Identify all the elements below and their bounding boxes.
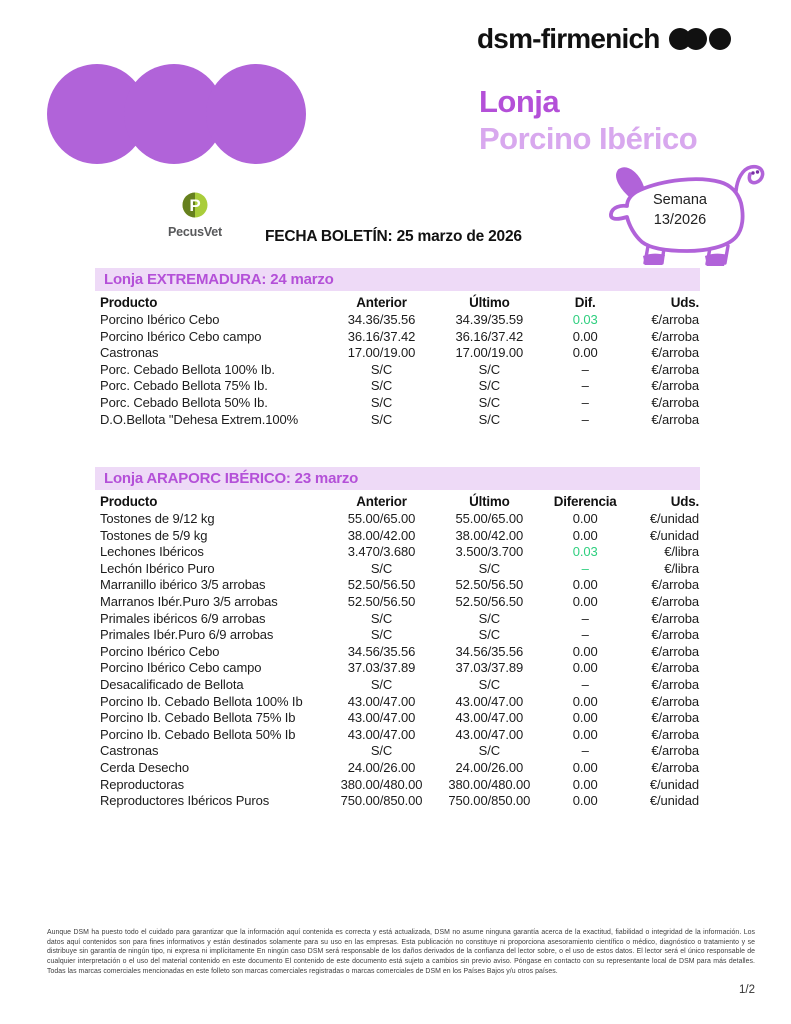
cell-uds: €/arroba <box>651 312 699 327</box>
table-row <box>95 694 700 711</box>
column-header-ltimo: Último <box>469 494 510 509</box>
cell-uds: €/unidad <box>649 511 699 526</box>
cell-dif: 0.00 <box>572 345 598 361</box>
cell-dif: 0.00 <box>572 660 598 676</box>
cell-anterior: 43.00/47.00 <box>347 693 416 709</box>
table-row <box>95 611 700 628</box>
cell-dif: 0.03 <box>572 312 598 327</box>
cell-producto: Porc. Cebado Bellota 100% Ib. <box>100 361 275 377</box>
cell-ultimo: 43.00/47.00 <box>455 726 524 742</box>
pecusvet-logo <box>140 192 250 239</box>
cell-dif: – <box>581 743 589 759</box>
table-row <box>95 544 700 561</box>
table-row <box>95 727 700 744</box>
price-table-araporc <box>95 492 700 810</box>
cell-dif: 0.00 <box>572 527 598 543</box>
cell-uds: €/arroba <box>651 743 699 759</box>
cell-uds: €/arroba <box>651 660 699 676</box>
week-label: Semana <box>652 192 707 208</box>
cell-uds: €/arroba <box>651 710 699 726</box>
cell-dif: – <box>581 361 589 377</box>
cell-anterior: 38.00/42.00 <box>347 527 416 543</box>
pecusvet-letter: P <box>189 196 201 215</box>
cell-anterior: S/C <box>370 411 393 427</box>
table-row <box>95 362 700 379</box>
cell-ultimo: 34.56/35.56 <box>455 643 524 659</box>
purple-circles-decoration <box>46 63 308 165</box>
cell-producto: Desacalificado de Bellota <box>100 676 244 692</box>
cell-dif: 0.00 <box>572 776 598 792</box>
cell-uds: €/arroba <box>651 759 699 775</box>
table-title-extremadura: Lonja EXTREMADURA: 24 marzo <box>95 268 700 291</box>
cell-uds: €/arroba <box>651 328 699 344</box>
cell-producto: Porcino Ib. Cebado Bellota 100% Ib <box>100 693 303 709</box>
table-row <box>95 677 700 694</box>
table-header-row <box>95 293 700 312</box>
cell-dif: – <box>581 610 589 626</box>
cell-producto: Porcino Ib. Cebado Bellota 50% Ib <box>100 726 296 742</box>
cell-anterior: 43.00/47.00 <box>347 726 416 742</box>
cell-producto: D.O.Bellota "Dehesa Extrem.100% <box>100 411 299 427</box>
table-row <box>95 345 700 362</box>
cell-uds: €/arroba <box>651 627 699 643</box>
cell-anterior: 52.50/56.50 <box>347 577 416 593</box>
table-row <box>95 660 700 677</box>
cell-ultimo: 750.00/850.00 <box>448 793 531 809</box>
cell-dif: 0.00 <box>572 328 598 344</box>
cell-producto: Porcino Ibérico Cebo <box>100 643 220 659</box>
column-header-uds: Uds. <box>670 295 699 310</box>
cell-ultimo: 24.00/26.00 <box>455 759 524 775</box>
cell-uds: €/arroba <box>651 726 699 742</box>
cell-ultimo: S/C <box>478 378 501 394</box>
cell-anterior: 34.36/35.56 <box>347 312 416 327</box>
cell-producto: Marranillo ibérico 3/5 arrobas <box>100 577 266 593</box>
table-section-araporc <box>95 467 700 810</box>
cell-ultimo: 17.00/19.00 <box>455 345 524 361</box>
cell-dif: – <box>581 411 589 427</box>
cell-anterior: 37.03/37.89 <box>347 660 416 676</box>
cell-dif: 0.00 <box>572 759 598 775</box>
cell-ultimo: 37.03/37.89 <box>455 660 524 676</box>
cell-anterior: 43.00/47.00 <box>347 710 416 726</box>
cell-uds: €/unidad <box>649 793 699 809</box>
cell-dif: – <box>581 394 589 410</box>
cell-producto: Primales ibéricos 6/9 arrobas <box>100 610 266 626</box>
table-row <box>95 710 700 727</box>
column-header-producto: Producto <box>100 494 158 509</box>
table-title-araporc: Lonja ARAPORC IBÉRICO: 23 marzo <box>95 467 700 490</box>
cell-dif: – <box>581 560 589 576</box>
table-row <box>95 777 700 794</box>
legal-disclaimer: Aunque DSM ha puesto todo el cuidado para garantizar que la información aquí contenida es correcta y está actualizada, DSM no asume ninguna garantía acerca de la exactitud, fiabilidad o integridad de la información. Los datos aquí contenidos son para fines informativos y están destinados solamente para su uso en las empresas. Esta publicación no constituye ni proporciona asesoramiento científico o médico, diagnóstico o tratamiento y se distribuye sin garantía de ningún tipo, ni expresa ni implícitamente En ningún caso DSM será responsable de los daños derivados de la confianza del lector sobre, o el uso de estos datos. El lector será el único responsable de cualquier interpretación o el uso del material contenido en este documento El contenido de este documento está sujeto a cambios sin previo aviso. Póngase en contacto con su representante local de DSM para más detalles. Todas las marcas comerciales mencionadas en este folleto son marcas comerciales registradas o marcas comerciales de DSM en los Países Bajos y/u otros países. <box>47 928 755 976</box>
cell-ultimo: S/C <box>478 361 501 377</box>
week-number: 13/2026 <box>653 212 707 228</box>
cell-anterior: 55.00/65.00 <box>347 511 416 526</box>
cell-ultimo: S/C <box>478 560 501 576</box>
cell-uds: €/unidad <box>649 776 699 792</box>
table-row <box>95 378 700 395</box>
column-header-anterior: Anterior <box>356 295 407 310</box>
table-row <box>95 577 700 594</box>
cell-producto: Porcino Ibérico Cebo <box>100 312 220 327</box>
column-header-diferencia: Diferencia <box>553 494 617 509</box>
cell-ultimo: S/C <box>478 676 501 692</box>
cell-producto: Reproductoras <box>100 776 184 792</box>
cell-dif: 0.00 <box>572 593 598 609</box>
cell-uds: €/arroba <box>651 577 699 593</box>
table-section-extremadura <box>95 268 700 428</box>
column-header-uds: Uds. <box>670 494 699 509</box>
cell-uds: €/arroba <box>651 394 699 410</box>
cell-ultimo: 3.500/3.700 <box>455 544 524 560</box>
pecusvet-icon <box>182 192 208 218</box>
cell-producto: Tostones de 5/9 kg <box>100 527 208 543</box>
cell-producto: Lechones Ibéricos <box>100 544 204 560</box>
table-row <box>95 644 700 661</box>
cell-uds: €/arroba <box>651 610 699 626</box>
column-header-ltimo: Último <box>469 295 510 310</box>
table-row <box>95 627 700 644</box>
cell-ultimo: 43.00/47.00 <box>455 710 524 726</box>
cell-producto: Porcino Ibérico Cebo campo <box>100 660 262 676</box>
page-number: 1/2 <box>739 984 755 996</box>
cell-anterior: S/C <box>370 676 393 692</box>
cell-uds: €/arroba <box>651 676 699 692</box>
cell-ultimo: 380.00/480.00 <box>448 776 531 792</box>
cell-producto: Lechón Ibérico Puro <box>100 560 215 576</box>
cell-dif: – <box>581 378 589 394</box>
cell-ultimo: 52.50/56.50 <box>455 577 524 593</box>
cell-dif: – <box>581 676 589 692</box>
cell-producto: Castronas <box>100 743 159 759</box>
cell-uds: €/arroba <box>651 643 699 659</box>
page-title: Lonja <box>479 84 560 119</box>
cell-ultimo: S/C <box>478 610 501 626</box>
cell-ultimo: S/C <box>478 394 501 410</box>
pig-week-badge <box>598 160 768 268</box>
cell-uds: €/libra <box>664 544 699 560</box>
price-table-extremadura <box>95 293 700 428</box>
cell-ultimo: 34.39/35.59 <box>455 312 524 327</box>
cell-producto: Porc. Cebado Bellota 75% Ib. <box>100 378 268 394</box>
cell-producto: Porcino Ib. Cebado Bellota 75% Ib <box>100 710 296 726</box>
cell-ultimo: 43.00/47.00 <box>455 693 524 709</box>
cell-ultimo: 36.16/37.42 <box>455 328 524 344</box>
cell-producto: Reproductores Ibéricos Puros <box>100 793 270 809</box>
cell-anterior: 750.00/850.00 <box>340 793 423 809</box>
pecusvet-label: PecusVet <box>168 225 222 239</box>
cell-producto: Cerda Desecho <box>100 759 190 775</box>
table-row <box>95 743 700 760</box>
cell-uds: €/arroba <box>651 593 699 609</box>
table-header-row <box>95 492 700 511</box>
cell-dif: – <box>581 627 589 643</box>
cell-dif: 0.00 <box>572 710 598 726</box>
cell-uds: €/arroba <box>651 361 699 377</box>
cell-anterior: 380.00/480.00 <box>340 776 423 792</box>
cell-dif: 0.00 <box>572 577 598 593</box>
cell-anterior: 36.16/37.42 <box>347 328 416 344</box>
cell-anterior: S/C <box>370 560 393 576</box>
dsm-firmenich-logo <box>477 22 757 56</box>
cell-dif: 0.00 <box>572 693 598 709</box>
bulletin-date: FECHA BOLETÍN: 25 marzo de 2026 <box>265 228 522 245</box>
cell-dif: 0.00 <box>572 726 598 742</box>
dsm-firmenich-wordmark: dsm-firmenich <box>477 23 660 54</box>
cell-anterior: 34.56/35.56 <box>347 643 416 659</box>
page-subtitle: Porcino Ibérico <box>479 121 698 156</box>
cell-anterior: S/C <box>370 394 393 410</box>
cell-producto: Porcino Ibérico Cebo campo <box>100 328 262 344</box>
cell-anterior: 52.50/56.50 <box>347 593 416 609</box>
column-header-producto: Producto <box>100 295 158 310</box>
table-row <box>95 312 700 329</box>
cell-anterior: S/C <box>370 627 393 643</box>
cell-anterior: S/C <box>370 378 393 394</box>
table-row <box>95 793 700 810</box>
table-row <box>95 594 700 611</box>
cell-uds: €/arroba <box>651 378 699 394</box>
cell-anterior: S/C <box>370 743 393 759</box>
week-badge-text <box>630 190 730 230</box>
cell-producto: Marranos Ibér.Puro 3/5 arrobas <box>100 593 278 609</box>
cell-ultimo: S/C <box>478 743 501 759</box>
table-row <box>95 395 700 412</box>
cell-dif: 0.00 <box>572 643 598 659</box>
cell-ultimo: 38.00/42.00 <box>455 527 524 543</box>
cell-producto: Castronas <box>100 345 159 361</box>
cell-anterior: S/C <box>370 610 393 626</box>
cell-uds: €/libra <box>664 560 699 576</box>
cell-uds: €/arroba <box>651 345 699 361</box>
column-header-dif: Dif. <box>574 295 596 310</box>
cell-producto: Tostones de 9/12 kg <box>100 511 215 526</box>
table-row <box>95 760 700 777</box>
cell-anterior: S/C <box>370 361 393 377</box>
cell-anterior: 24.00/26.00 <box>347 759 416 775</box>
cell-dif: 0.03 <box>572 544 598 560</box>
cell-dif: 0.00 <box>572 511 598 526</box>
cell-ultimo: 55.00/65.00 <box>455 511 524 526</box>
table-row <box>95 412 700 429</box>
cell-uds: €/arroba <box>651 693 699 709</box>
cell-ultimo: 52.50/56.50 <box>455 593 524 609</box>
cell-anterior: 3.470/3.680 <box>347 544 416 560</box>
table-row <box>95 528 700 545</box>
table-row <box>95 511 700 528</box>
cell-anterior: 17.00/19.00 <box>347 345 416 361</box>
table-row <box>95 329 700 346</box>
cell-ultimo: S/C <box>478 411 501 427</box>
cell-producto: Primales Ibér.Puro 6/9 arrobas <box>100 627 274 643</box>
cell-producto: Porc. Cebado Bellota 50% Ib. <box>100 394 268 410</box>
cell-uds: €/arroba <box>651 411 699 427</box>
cell-dif: 0.00 <box>572 793 598 809</box>
table-row <box>95 561 700 578</box>
cell-uds: €/unidad <box>649 527 699 543</box>
column-header-anterior: Anterior <box>356 494 407 509</box>
dsm-three-dots-icon <box>668 26 732 52</box>
cell-ultimo: S/C <box>478 627 501 643</box>
